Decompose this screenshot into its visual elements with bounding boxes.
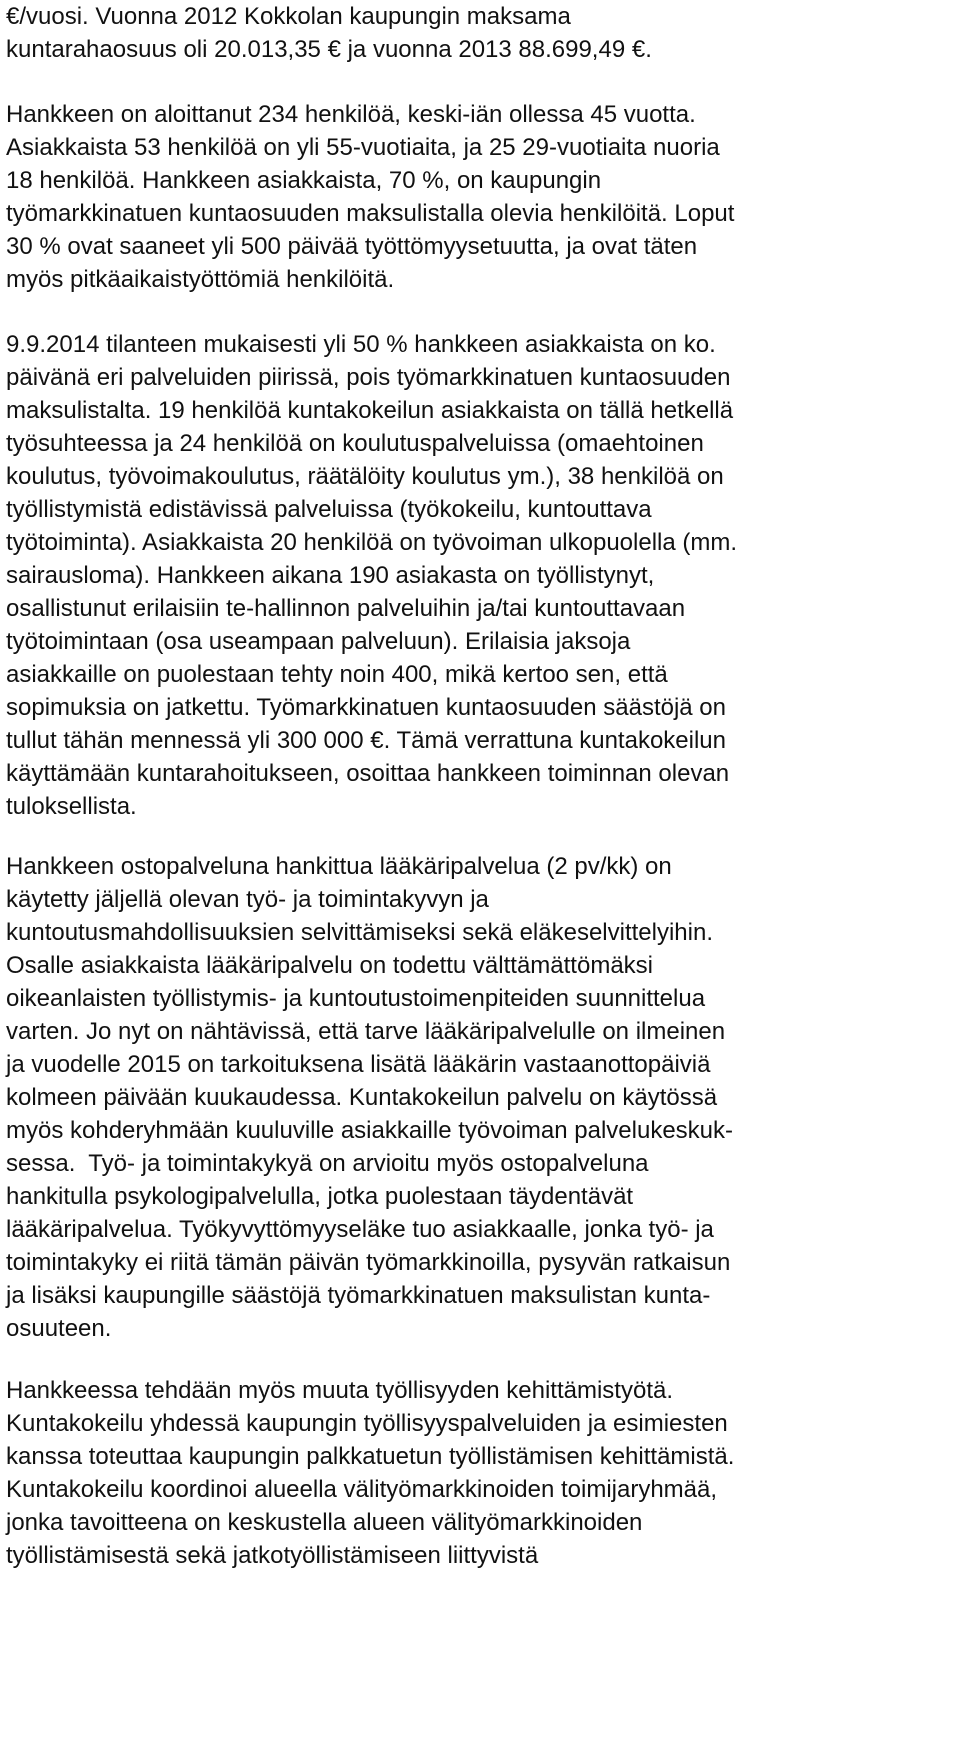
text-line: käyttämään kuntarahoitukseen, osoittaa hankkeen toiminnan olevan (6, 760, 730, 787)
text-line: Hankkeessa tehdään myös muuta työllisyyden kehittämistyötä. (6, 1377, 673, 1404)
text-line: työllistymistä edistävissä palveluissa (työkokeilu, kuntouttava (6, 496, 652, 523)
text-line: lääkäripalvelua. Työkyvyttömyyseläke tuo asiakkaalle, jonka työ- ja (6, 1216, 714, 1243)
text-line: maksulistalta. 19 henkilöä kuntakokeilun asiakkaista on tällä hetkellä (6, 397, 734, 424)
text-line: toimintakyky ei riitä tämän päivän työmarkkinoilla, pysyvän ratkaisun (6, 1249, 731, 1276)
text-line: sopimuksia on jatkettu. Työmarkkinatuen kuntaosuuden säästöjä on (6, 694, 726, 721)
text-line: päivänä eri palveluiden piirissä, pois työmarkkinatuen kuntaosuuden (6, 364, 731, 391)
text-line: osallistunut erilaisiin te-hallinnon palveluihin ja/tai kuntouttavaan (6, 595, 686, 622)
text-line: käytetty jäljellä olevan työ- ja toimintakyvyn ja (6, 886, 489, 913)
text-line: tullut tähän mennessä yli 300 000 €. Tämä verrattuna kuntakokeilun (6, 727, 726, 754)
text-line: Asiakkaista 53 henkilöä on yli 55-vuotiaita, ja 25 29-vuotiaita nuoria (6, 134, 720, 161)
text-line: kuntoutusmahdollisuuksien selvittämiseksi sekä eläkeselvittelyihin. (6, 919, 714, 946)
text-line: ja vuodelle 2015 on tarkoituksena lisätä lääkärin vastaanottopäiviä (6, 1051, 711, 1078)
text-line: työllistämisestä sekä jatkotyöllistämiseen liittyvistä (6, 1542, 539, 1569)
text-line: kuntarahaosuus oli 20.013,35 € ja vuonna 2013 88.699,49 €. (6, 36, 652, 63)
text-line: työtoiminta). Asiakkaista 20 henkilöä on työvoiman ulkopuolella (mm. (6, 529, 738, 556)
text-line: tuloksellista. (6, 793, 137, 820)
text-line: oikeanlaisten työllistymis- ja kuntoutustoimenpiteiden suunnittelua (6, 985, 706, 1012)
text-line: Hankkeen ostopalveluna hankittua lääkäripalvelua (2 pv/kk) on (6, 853, 672, 880)
text-line: työmarkkinatuen kuntaosuuden maksulistalla olevia henkilöitä. Loput (6, 200, 735, 227)
text-line: Kuntakokeilu koordinoi alueella välityömarkkinoiden toimijaryhmää, (6, 1476, 718, 1503)
text-line: 18 henkilöä. Hankkeen asiakkaista, 70 %, on kaupungin (6, 167, 602, 194)
text-line: sessa. Työ- ja toimintakykyä on arvioitu myös ostopalveluna (6, 1150, 649, 1177)
text-line: jonka tavoitteena on keskustella alueen välityömarkkinoiden (6, 1509, 643, 1536)
text-line: Kuntakokeilu yhdessä kaupungin työllisyyspalveluiden ja esimiesten (6, 1410, 728, 1437)
text-line: 30 % ovat saaneet yli 500 päivää työttömyysetuutta, ja ovat täten (6, 233, 698, 260)
text-line: asiakkaille on puolestaan tehty noin 400, mikä kertoo sen, että (6, 661, 668, 688)
text-line: hankitulla psykologipalvelulla, jotka puolestaan täydentävät (6, 1183, 634, 1210)
text-line: koulutus, työvoimakoulutus, räätälöity koulutus ym.), 38 henkilöä on (6, 463, 724, 490)
text-line: myös pitkäaikaistyöttömiä henkilöitä. (6, 266, 395, 293)
text-line: 9.9.2014 tilanteen mukaisesti yli 50 % hankkeen asiakkaista on ko. (6, 331, 716, 358)
text-line: kanssa toteuttaa kaupungin palkkatuetun työllistämisen kehittämistä. (6, 1443, 735, 1470)
text-line: sairausloma). Hankkeen aikana 190 asiakasta on työllistynyt, (6, 562, 655, 589)
text-line: työsuhteessa ja 24 henkilöä on koulutuspalveluissa (omaehtoinen (6, 430, 704, 457)
text-line: myös kohderyhmään kuuluville asiakkaille työvoiman palvelukeskuk- (6, 1117, 734, 1144)
text-line: työtoimintaan (osa useampaan palveluun). Erilaisia jaksoja (6, 628, 631, 655)
text-line: ja lisäksi kaupungille säästöjä työmarkkinatuen maksulistan kunta- (6, 1282, 711, 1309)
text-line: Hankkeen on aloittanut 234 henkilöä, keski-iän ollessa 45 vuotta. (6, 101, 696, 128)
text-line: osuuteen. (6, 1315, 112, 1342)
text-line: varten. Jo nyt on nähtävissä, että tarve lääkäripalvelulle on ilmeinen (6, 1018, 726, 1045)
text-line: kolmeen päivään kuukaudessa. Kuntakokeilun palvelu on käytössä (6, 1084, 718, 1111)
text-line: €/vuosi. Vuonna 2012 Kokkolan kaupungin maksama (6, 3, 571, 30)
text-line: Osalle asiakkaista lääkäripalvelu on todettu välttämättömäksi (6, 952, 653, 979)
